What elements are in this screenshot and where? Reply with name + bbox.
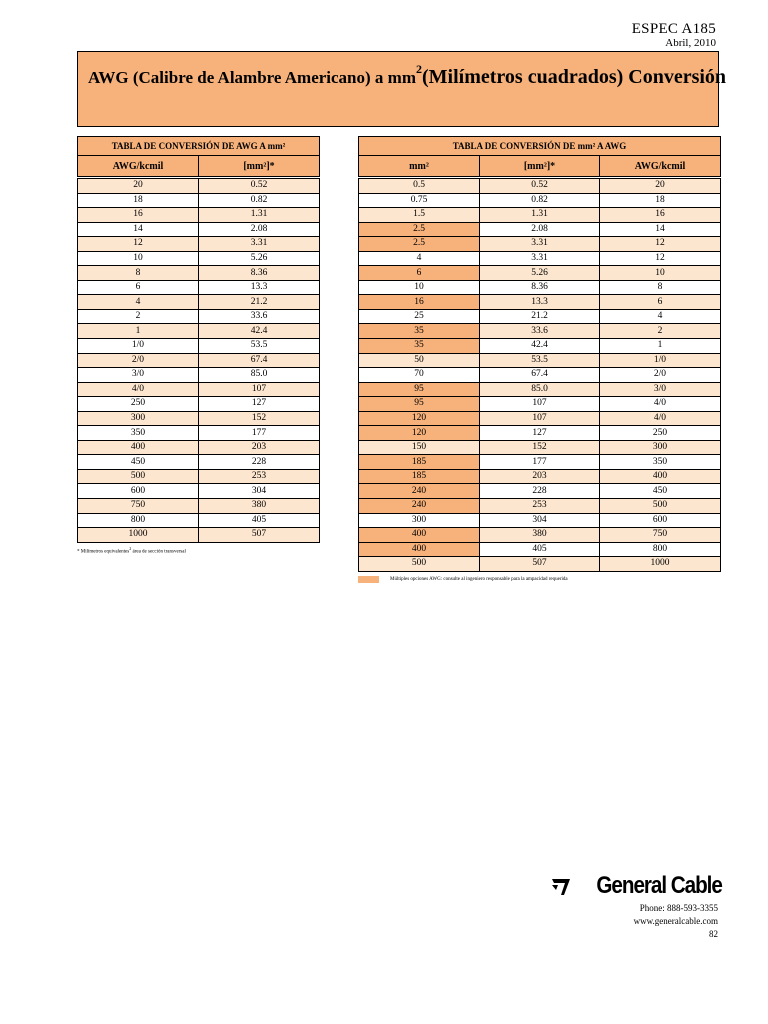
table-cell: 250 <box>600 426 721 441</box>
table-cell: 3.31 <box>199 237 320 252</box>
table-cell: 1/0 <box>600 353 721 368</box>
table-row <box>78 179 320 194</box>
table-cell: 107 <box>199 382 320 397</box>
table-cell: 2.08 <box>480 222 600 237</box>
table-cell: 8.36 <box>480 280 600 295</box>
table-cell: 253 <box>480 499 600 514</box>
table-row <box>78 426 320 441</box>
table-row <box>359 251 721 266</box>
awg-to-mm2-caption: TABLA DE CONVERSIÓN DE AWG A mm² <box>78 137 320 156</box>
table-cell: 350 <box>600 455 721 470</box>
table-cell: 127 <box>480 426 600 441</box>
table-cell: 95 <box>359 382 480 397</box>
table-cell: 95 <box>359 397 480 412</box>
title-banner <box>77 51 727 127</box>
general-cable-logo-icon <box>549 874 573 898</box>
table-row <box>78 484 320 499</box>
table-row <box>359 542 721 557</box>
table-cell: 185 <box>359 469 480 484</box>
table-cell: 5.26 <box>480 266 600 281</box>
table-cell: 1 <box>600 339 721 354</box>
table-cell: 3/0 <box>78 368 199 383</box>
table-cell: 2.5 <box>359 222 480 237</box>
table-row <box>78 266 320 281</box>
column-header-mm2-size: mm² <box>359 156 480 177</box>
table-cell: 1.31 <box>199 208 320 223</box>
brand-logo <box>549 872 722 900</box>
table-row <box>78 411 320 426</box>
brand-website: www.generalcable.com <box>633 916 718 926</box>
table-cell: 150 <box>359 440 480 455</box>
mm2-to-awg-caption: TABLA DE CONVERSIÓN DE mm² A AWG <box>359 137 721 156</box>
table-row <box>78 513 320 528</box>
table-row <box>78 237 320 252</box>
table-row <box>78 455 320 470</box>
table-row <box>359 397 721 412</box>
footnote-text-end: área de sección transversal <box>131 549 186 555</box>
table-cell: 42.4 <box>199 324 320 339</box>
table-cell: 12 <box>600 251 721 266</box>
table-cell: 21.2 <box>480 309 600 324</box>
title-part1: AWG (Calibre de Alambre Americano) a mm <box>88 68 416 87</box>
table-cell: 405 <box>199 513 320 528</box>
mm2-to-awg-table-header <box>358 136 721 177</box>
table-cell: 400 <box>359 542 480 557</box>
table-cell: 67.4 <box>480 368 600 383</box>
table-cell: 0.5 <box>359 179 480 194</box>
table-cell: 42.4 <box>480 339 600 354</box>
table-cell: 507 <box>480 557 600 572</box>
table-row <box>78 440 320 455</box>
table-cell: 228 <box>199 455 320 470</box>
table-row <box>78 193 320 208</box>
column-header-awg-kcmil: AWG/kcmil <box>600 156 721 177</box>
table-cell: 4/0 <box>78 382 199 397</box>
table-cell: 400 <box>600 469 721 484</box>
table-cell: 2/0 <box>600 368 721 383</box>
table-cell: 33.6 <box>480 324 600 339</box>
table-cell: 2.08 <box>199 222 320 237</box>
table-cell: 177 <box>199 426 320 441</box>
table-cell: 1/0 <box>78 339 199 354</box>
table-cell: 185 <box>359 455 480 470</box>
table-row <box>359 324 721 339</box>
table-cell: 4 <box>600 309 721 324</box>
table-row <box>359 484 721 499</box>
table-row <box>359 208 721 223</box>
table-cell: 107 <box>480 397 600 412</box>
table-row <box>78 309 320 324</box>
table-cell: 1.31 <box>480 208 600 223</box>
table-cell: 33.6 <box>199 309 320 324</box>
title-superscript: 2 <box>416 62 422 76</box>
title-part2: (Milímetros cuadrados) Conversión <box>422 66 727 88</box>
table-cell: 0.52 <box>199 179 320 194</box>
table-row <box>78 499 320 514</box>
table-cell: 3/0 <box>600 382 721 397</box>
column-header-mm2: [mm²]* <box>199 156 320 177</box>
table-cell: 10 <box>359 280 480 295</box>
table-cell: 0.75 <box>359 193 480 208</box>
table-cell: 304 <box>199 484 320 499</box>
table-row <box>359 280 721 295</box>
table-cell: 4 <box>78 295 199 310</box>
table-row <box>359 528 721 543</box>
table-row <box>359 382 721 397</box>
table-cell: 6 <box>78 280 199 295</box>
table-row <box>359 557 721 572</box>
table-cell: 253 <box>199 469 320 484</box>
table-cell: 300 <box>78 411 199 426</box>
table-cell: 8.36 <box>199 266 320 281</box>
table-row <box>359 411 721 426</box>
table-row <box>359 513 721 528</box>
table-cell: 240 <box>359 484 480 499</box>
table-cell: 50 <box>359 353 480 368</box>
table-row <box>359 469 721 484</box>
table-cell: 12 <box>78 237 199 252</box>
table-cell: 4 <box>359 251 480 266</box>
table-cell: 3.31 <box>480 251 600 266</box>
table-row <box>78 251 320 266</box>
table-row <box>359 499 721 514</box>
table-cell: 53.5 <box>199 339 320 354</box>
table-cell: 4/0 <box>600 411 721 426</box>
table-cell: 35 <box>359 324 480 339</box>
table-cell: 750 <box>600 528 721 543</box>
table-cell: 400 <box>78 440 199 455</box>
table-cell: 800 <box>600 542 721 557</box>
table-row <box>359 266 721 281</box>
table-cell: 6 <box>600 295 721 310</box>
table-cell: 25 <box>359 309 480 324</box>
legend <box>358 576 568 583</box>
footnote <box>77 546 186 555</box>
table-row <box>359 237 721 252</box>
table-cell: 18 <box>600 193 721 208</box>
table-cell: 2 <box>600 324 721 339</box>
page-number: 82 <box>709 929 718 939</box>
table-row <box>359 368 721 383</box>
table-row <box>78 324 320 339</box>
table-cell: 127 <box>199 397 320 412</box>
table-cell: 450 <box>78 455 199 470</box>
column-header-awg: AWG/kcmil <box>78 156 199 177</box>
table-row <box>359 353 721 368</box>
awg-to-mm2-table-header <box>77 136 320 177</box>
table-cell: 21.2 <box>199 295 320 310</box>
table-cell: 4/0 <box>600 397 721 412</box>
table-cell: 1000 <box>600 557 721 572</box>
table-cell: 13.3 <box>480 295 600 310</box>
table-cell: 13.3 <box>199 280 320 295</box>
table-cell: 8 <box>600 280 721 295</box>
table-cell: 500 <box>359 557 480 572</box>
table-cell: 5.26 <box>199 251 320 266</box>
table-cell: 67.4 <box>199 353 320 368</box>
table-cell: 600 <box>78 484 199 499</box>
table-cell: 8 <box>78 266 199 281</box>
table-cell: 304 <box>480 513 600 528</box>
table-cell: 152 <box>480 440 600 455</box>
table-cell: 240 <box>359 499 480 514</box>
table-row <box>359 222 721 237</box>
table-row <box>78 208 320 223</box>
table-cell: 800 <box>78 513 199 528</box>
table-cell: 203 <box>199 440 320 455</box>
table-cell: 2 <box>78 309 199 324</box>
table-row <box>78 339 320 354</box>
table-row <box>78 295 320 310</box>
table-cell: 500 <box>600 499 721 514</box>
table-cell: 1.5 <box>359 208 480 223</box>
table-cell: 300 <box>359 513 480 528</box>
table-cell: 300 <box>600 440 721 455</box>
table-cell: 14 <box>78 222 199 237</box>
table-row <box>359 309 721 324</box>
table-cell: 107 <box>480 411 600 426</box>
legend-swatch <box>358 576 379 583</box>
table-row <box>359 179 721 194</box>
table-cell: 120 <box>359 426 480 441</box>
spec-code: ESPEC A185 <box>631 21 716 37</box>
table-cell: 152 <box>199 411 320 426</box>
table-cell: 0.82 <box>480 193 600 208</box>
table-cell: 10 <box>600 266 721 281</box>
table-cell: 1 <box>78 324 199 339</box>
mm2-to-awg-table <box>358 178 721 572</box>
legend-text: Múltiples opciones AWG: consulte al ingeniero responsable para la ampacidad requerida <box>390 577 568 582</box>
table-cell: 14 <box>600 222 721 237</box>
table-cell: 53.5 <box>480 353 600 368</box>
column-header-mm2-equivalent: [mm²]* <box>480 156 600 177</box>
brand-block <box>549 872 722 926</box>
table-cell: 380 <box>480 528 600 543</box>
table-row <box>78 397 320 412</box>
table-cell: 750 <box>78 499 199 514</box>
table-cell: 20 <box>78 179 199 194</box>
table-cell: 380 <box>199 499 320 514</box>
footnote-text: * Milímetros equivalentes <box>77 549 130 555</box>
table-cell: 450 <box>600 484 721 499</box>
table-row <box>359 426 721 441</box>
table-cell: 70 <box>359 368 480 383</box>
table-cell: 2.5 <box>359 237 480 252</box>
table-cell: 203 <box>480 469 600 484</box>
table-cell: 2/0 <box>78 353 199 368</box>
table-cell: 0.52 <box>480 179 600 194</box>
table-cell: 177 <box>480 455 600 470</box>
table-cell: 6 <box>359 266 480 281</box>
table-cell: 12 <box>600 237 721 252</box>
spec-date: Abril, 2010 <box>665 37 716 49</box>
table-row <box>78 353 320 368</box>
table-cell: 18 <box>78 193 199 208</box>
table-cell: 500 <box>78 469 199 484</box>
table-row <box>78 382 320 397</box>
table-cell: 1000 <box>78 528 199 543</box>
table-cell: 85.0 <box>199 368 320 383</box>
table-cell: 120 <box>359 411 480 426</box>
table-cell: 16 <box>359 295 480 310</box>
table-cell: 20 <box>600 179 721 194</box>
table-row <box>78 469 320 484</box>
table-cell: 350 <box>78 426 199 441</box>
spec-header <box>632 22 716 49</box>
page-title <box>88 62 726 89</box>
table-cell: 228 <box>480 484 600 499</box>
brand-name: General Cable <box>596 872 722 899</box>
table-row <box>78 528 320 543</box>
table-row <box>359 440 721 455</box>
table-row <box>359 193 721 208</box>
table-cell: 35 <box>359 339 480 354</box>
footnote-superscript: 2 <box>129 546 132 551</box>
table-cell: 600 <box>600 513 721 528</box>
table-cell: 405 <box>480 542 600 557</box>
table-row <box>78 368 320 383</box>
brand-phone: Phone: 888-593-3355 <box>639 903 718 913</box>
table-cell: 250 <box>78 397 199 412</box>
table-cell: 85.0 <box>480 382 600 397</box>
table-cell: 16 <box>78 208 199 223</box>
table-cell: 16 <box>600 208 721 223</box>
table-row <box>78 280 320 295</box>
table-cell: 507 <box>199 528 320 543</box>
awg-to-mm2-table <box>77 178 320 543</box>
table-row <box>359 455 721 470</box>
table-row <box>359 295 721 310</box>
table-row <box>78 222 320 237</box>
table-row <box>359 339 721 354</box>
table-cell: 0.82 <box>199 193 320 208</box>
table-cell: 400 <box>359 528 480 543</box>
table-cell: 10 <box>78 251 199 266</box>
table-cell: 3.31 <box>480 237 600 252</box>
